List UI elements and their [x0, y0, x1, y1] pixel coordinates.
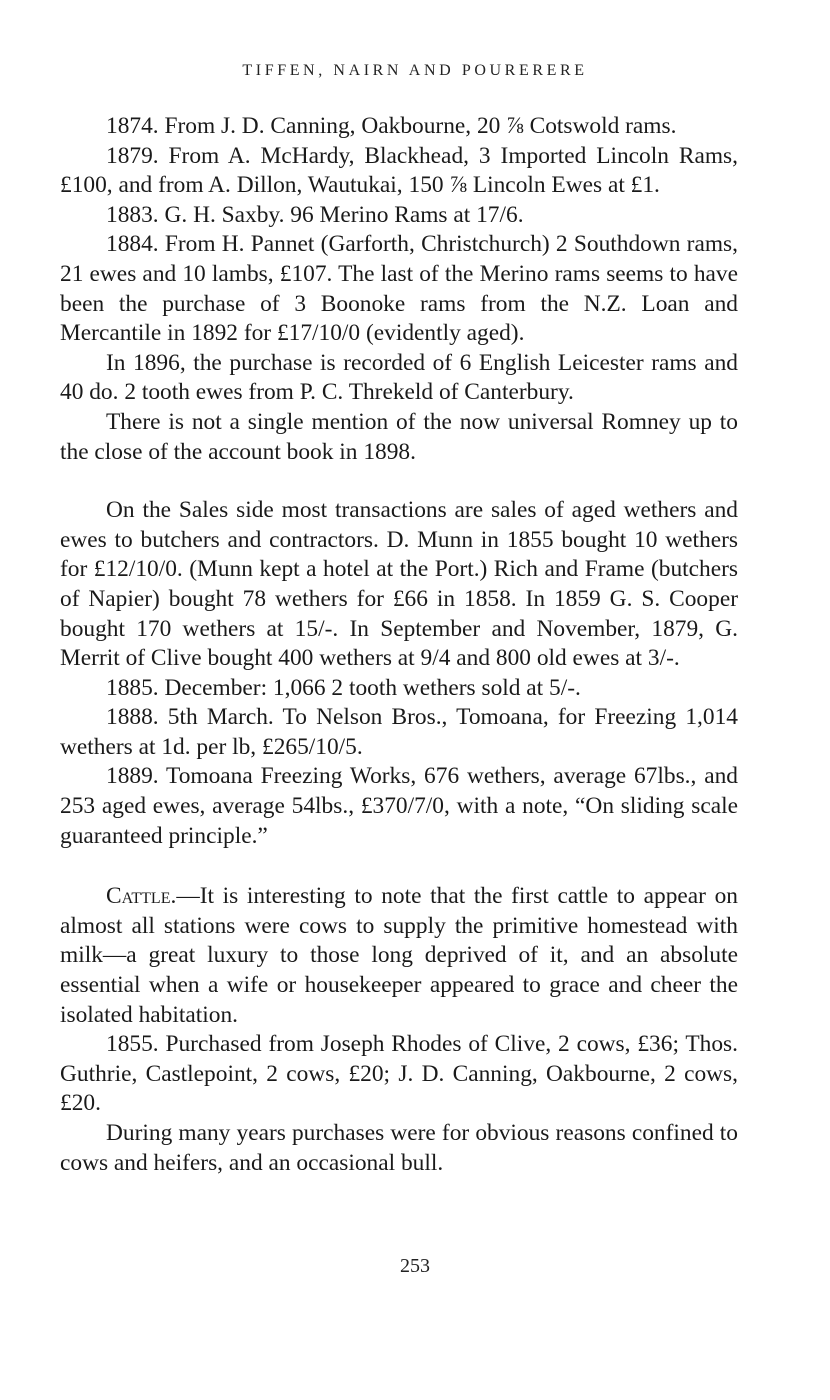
paragraph-romney: There is not a single mention of the now universal Romney up to the close of the account book in 1898. [60, 408, 738, 465]
paragraph-cattle [60, 882, 738, 1030]
paragraph-sales: On the Sales side most transactions are sales of aged wethers and ewes to butchers and contractors. D. Munn in 1855 bought 10 wethers for £12/10/0. (Munn kept a hotel at the Port.) Rich and Frame (butchers of Napier) bought 78 wethers for £66 in 1858. In 1859 G. S. Cooper bought 170 wethers at 15/-. In September and November, 1879, G. Merrit of Clive bought 400 wethers at 9/4 and 800 old ewes at 3/-. [60, 497, 738, 672]
body-text [60, 112, 738, 1178]
paragraph-1885: 1885. December: 1,066 2 tooth wethers sold at 5/-. [106, 674, 581, 701]
paragraph-1883: 1883. G. H. Saxby. 96 Merino Rams at 17/6. [106, 201, 524, 228]
paragraph-1884: 1884. From H. Pannet (Garforth, Christchurch) 2 Southdown rams, 21 ewes and 10 lambs, £107. The last of the Merino rams seems to have been the purchase of 3 Boonoke rams from the N.Z. Loan and Mercantile in 1892 for £17/10/0 (evidently aged). [60, 231, 738, 347]
paragraph-1889: 1889. Tomoana Freezing Works, 676 wethers, average 67lbs., and 253 aged ewes, average 54lbs., £370/7/0, with a note, “On sliding scale guaranteed principle.” [60, 763, 738, 849]
paragraph-heifers: During many years purchases were for obvious reasons confined to cows and heifers, and an occasional bull. [60, 1120, 738, 1176]
cattle-heading: Cattle.— [106, 883, 200, 910]
paragraph-1888: 1888. 5th March. To Nelson Bros., Tomoana, for Freezing 1,014 wethers at 1d. per lb, £265/10/5. [60, 704, 738, 760]
paragraph-1855-cows: 1855. Purchased from Joseph Rhodes of Clive, 2 cows, £36; Thos. Guthrie, Castlepoint, 2 cows, £20; J. D. Canning, Oakbourne, 2 cows, £20. [60, 1031, 738, 1117]
page-number: 253 [400, 1255, 430, 1277]
running-head: TIFFEN, NAIRN AND POURERERE [242, 62, 588, 79]
paragraph-1874: 1874. From J. D. Canning, Oakbourne, 20 ⅞ Cotswold rams. [106, 113, 677, 139]
cattle-text: It is interesting to note that the first cattle to appear on almost all stations were cows to supply the primitive homestead with milk—a great luxury to those long deprived of it, and an absolute essential when a wife or housekeeper appeared to grace and cheer the isolated habitation. [60, 883, 738, 1028]
paragraph-1879: 1879. From A. McHardy, Blackhead, 3 Imported Lincoln Rams, £100, and from A. Dillon, Wautukai, 150 ⅞ Lincoln Ewes at £1. [60, 142, 738, 199]
paragraph-1896: In 1896, the purchase is recorded of 6 English Leicester rams and 40 do. 2 tooth ewes from P. C. Threkeld of Canterbury. [60, 349, 738, 406]
